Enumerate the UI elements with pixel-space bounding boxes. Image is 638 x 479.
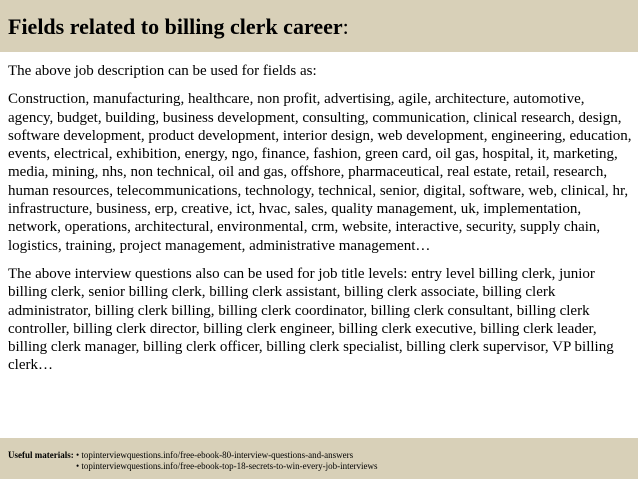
footer-link-ebook-18-secrets[interactable]: • topinterviewquestions.info/free-ebook-top-18-secrets-to-win-every-job-interviews	[76, 461, 378, 471]
page-title	[8, 14, 349, 40]
footer-links	[76, 450, 378, 472]
page-title-colon: :	[342, 14, 349, 39]
page-title-text: Fields related to billing clerk career	[8, 14, 343, 39]
footer-link-ebook-80-questions[interactable]: • topinterviewquestions.info/free-ebook-80-interview-questions-and-answers	[76, 450, 354, 460]
footer-label: Useful materials:	[8, 450, 74, 460]
fields-paragraph: Construction, manufacturing, healthcare, non profit, advertising, agile, architecture, automotive, agency, budget, building, business development, consulting, communication, clinical research, design, software development, product development, interior design, web development, engineering, education, events, electrical, exhibition, energy, ngo, finance, fashion, green card, oil gas, hospital, it, marketing, media, mining, nhs, non technical, oil and gas, offshore, pharmaceutical, real estate, retail, research, human resources, telecommunications, technology, technical, senior, digital, software, web, clinical, hr, infrastructure, business, erp, creative, ict, hvac, sales, quality management, uk, implementation, network, operations, architectural, environmental, crm, website, interactive, security, supply chain, logistics, training, project management, administrative management…	[8, 91, 632, 254]
title-bar	[0, 0, 638, 52]
body-content	[8, 62, 632, 385]
intro-paragraph: The above job description can be used for fields as:	[8, 63, 317, 79]
job-titles-paragraph: The above interview questions also can be used for job title levels: entry level billing clerk, junior billing clerk, senior billing clerk, billing clerk assistant, billing clerk associate, billing clerk administrator, billing clerk billing, billing clerk coordinator, billing clerk consultant, billing clerk controller, billing clerk director, billing clerk engineer, billing clerk executive, billing clerk leader, billing clerk manager, billing clerk officer, billing clerk specialist, billing clerk supervisor, VP billing clerk…	[8, 265, 614, 374]
footer-bar	[0, 438, 638, 479]
